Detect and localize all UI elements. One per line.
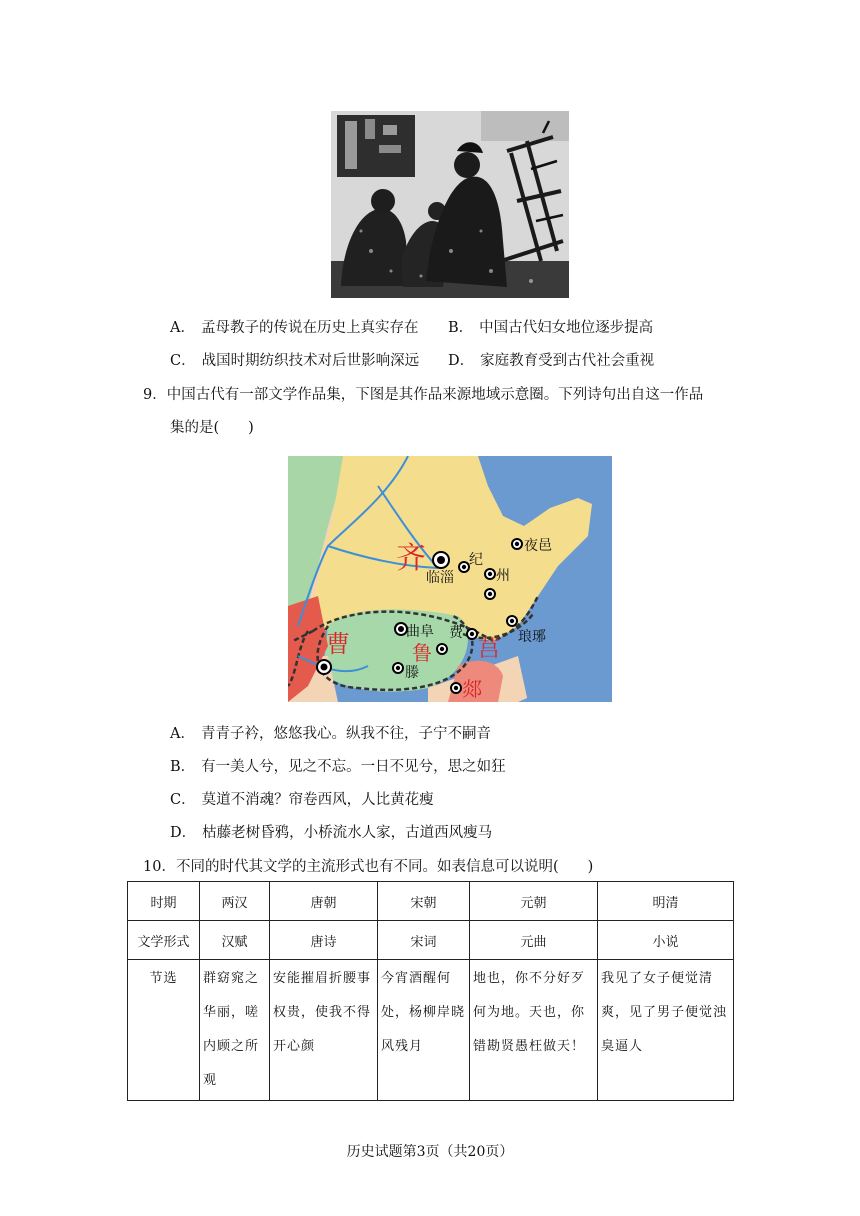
table-header-cell: 元朝 [470, 882, 598, 921]
table-header-cell: 时期 [128, 882, 200, 921]
map-label-cao: 曹 [326, 631, 350, 658]
table-cell: 小说 [598, 921, 734, 960]
q9-option-a [170, 722, 491, 743]
stone-rubbing-image [331, 111, 569, 298]
option-label: D． [448, 353, 475, 369]
table-cell: 今宵酒醒何处，杨柳岸晓风残月 [378, 960, 470, 1101]
option-label: A． [170, 726, 195, 742]
table-cell: 安能摧眉折腰事权贵，使我不得开心颜 [270, 960, 378, 1101]
option-text: 孟母教子的传说在历史上真实存在 [200, 320, 419, 336]
map-figure [288, 456, 612, 702]
option-label: B． [170, 759, 196, 775]
question-text: 不同的时代其文学的主流形式也有不同。如表信息可以说明( ) [175, 859, 594, 875]
option-label: D． [170, 825, 197, 841]
option-text: 莫道不消魂？帘卷西风，人比黄花瘦 [201, 792, 434, 808]
table-cell: 元曲 [470, 921, 598, 960]
option-text: 青青子衿，悠悠我心。纵我不往，子宁不嗣音 [200, 726, 491, 742]
map-label-ji: 纪 [469, 551, 483, 567]
table-cell: 汉赋 [200, 921, 270, 960]
table-cell: 地也，你不分好歹何为地。天也，你错勘贤愚枉做天！ [470, 960, 598, 1101]
table-header-cell: 两汉 [200, 882, 270, 921]
q9-option-b [170, 755, 506, 776]
table-cell: 群窈窕之华丽，嗟内顾之所观 [200, 960, 270, 1101]
table-header-cell: 宋朝 [378, 882, 470, 921]
q9-option-c [170, 788, 434, 809]
table-header-cell: 明清 [598, 882, 734, 921]
q8-option-c [170, 349, 419, 370]
map-label-zhou: 州 [496, 567, 510, 583]
q10-stem [143, 855, 593, 876]
q8-option-d [448, 349, 654, 370]
table-cell: 文学形式 [128, 921, 200, 960]
option-label: C． [170, 792, 196, 808]
question-number: 9． [143, 387, 167, 403]
map-label-teng: 滕 [405, 664, 419, 680]
map-label-lu: 鲁 [412, 643, 432, 665]
map-label-tan: 郯 [462, 679, 482, 701]
map-label-ju: 莒 [478, 636, 501, 661]
table-cell: 我见了女子便觉清爽，见了男子便觉浊臭逼人 [598, 960, 734, 1101]
q8-option-a [170, 316, 418, 337]
table-row [128, 960, 734, 1101]
map-label-langya: 琅琊 [518, 628, 546, 644]
map-label-qufu: 曲阜 [406, 623, 434, 639]
map-label-fei: 费 [449, 624, 463, 640]
map-label-yeyi: 夜邑 [524, 537, 552, 553]
option-text: 中国古代妇女地位逐步提高 [479, 320, 654, 336]
q9-stem-line2: 集的是( ) [170, 420, 254, 436]
table-cell: 节选 [128, 960, 200, 1101]
option-text: 有一美人兮，见之不忘。一日不见兮，思之如狂 [201, 759, 506, 775]
q9-stem-line1 [143, 383, 703, 404]
question-number: 10． [143, 859, 176, 875]
table-cell: 宋词 [378, 921, 470, 960]
option-text: 战国时期纺织技术对后世影响深远 [201, 353, 420, 369]
table-cell: 唐诗 [270, 921, 378, 960]
table-row [128, 921, 734, 960]
option-text: 枯藤老树昏鸦，小桥流水人家，古道西风瘦马 [202, 825, 493, 841]
map-label-qi: 齐 [396, 542, 426, 575]
q8-option-b [448, 316, 653, 337]
option-label: B． [448, 320, 474, 336]
table-row [128, 882, 734, 921]
option-text: 家庭教育受到古代社会重视 [480, 353, 655, 369]
option-label: A． [170, 320, 195, 336]
question-text: 中国古代有一部文学作品集，下图是其作品来源地域示意圈。下列诗句出自这一作品 [166, 387, 704, 403]
page-footer: 历史试题第3页（共20页） [346, 1144, 514, 1160]
map-label-linzi: 临淄 [426, 569, 454, 585]
literature-table [127, 881, 734, 1101]
table-header-cell: 唐朝 [270, 882, 378, 921]
option-label: C． [170, 353, 196, 369]
q9-option-d [170, 821, 492, 842]
